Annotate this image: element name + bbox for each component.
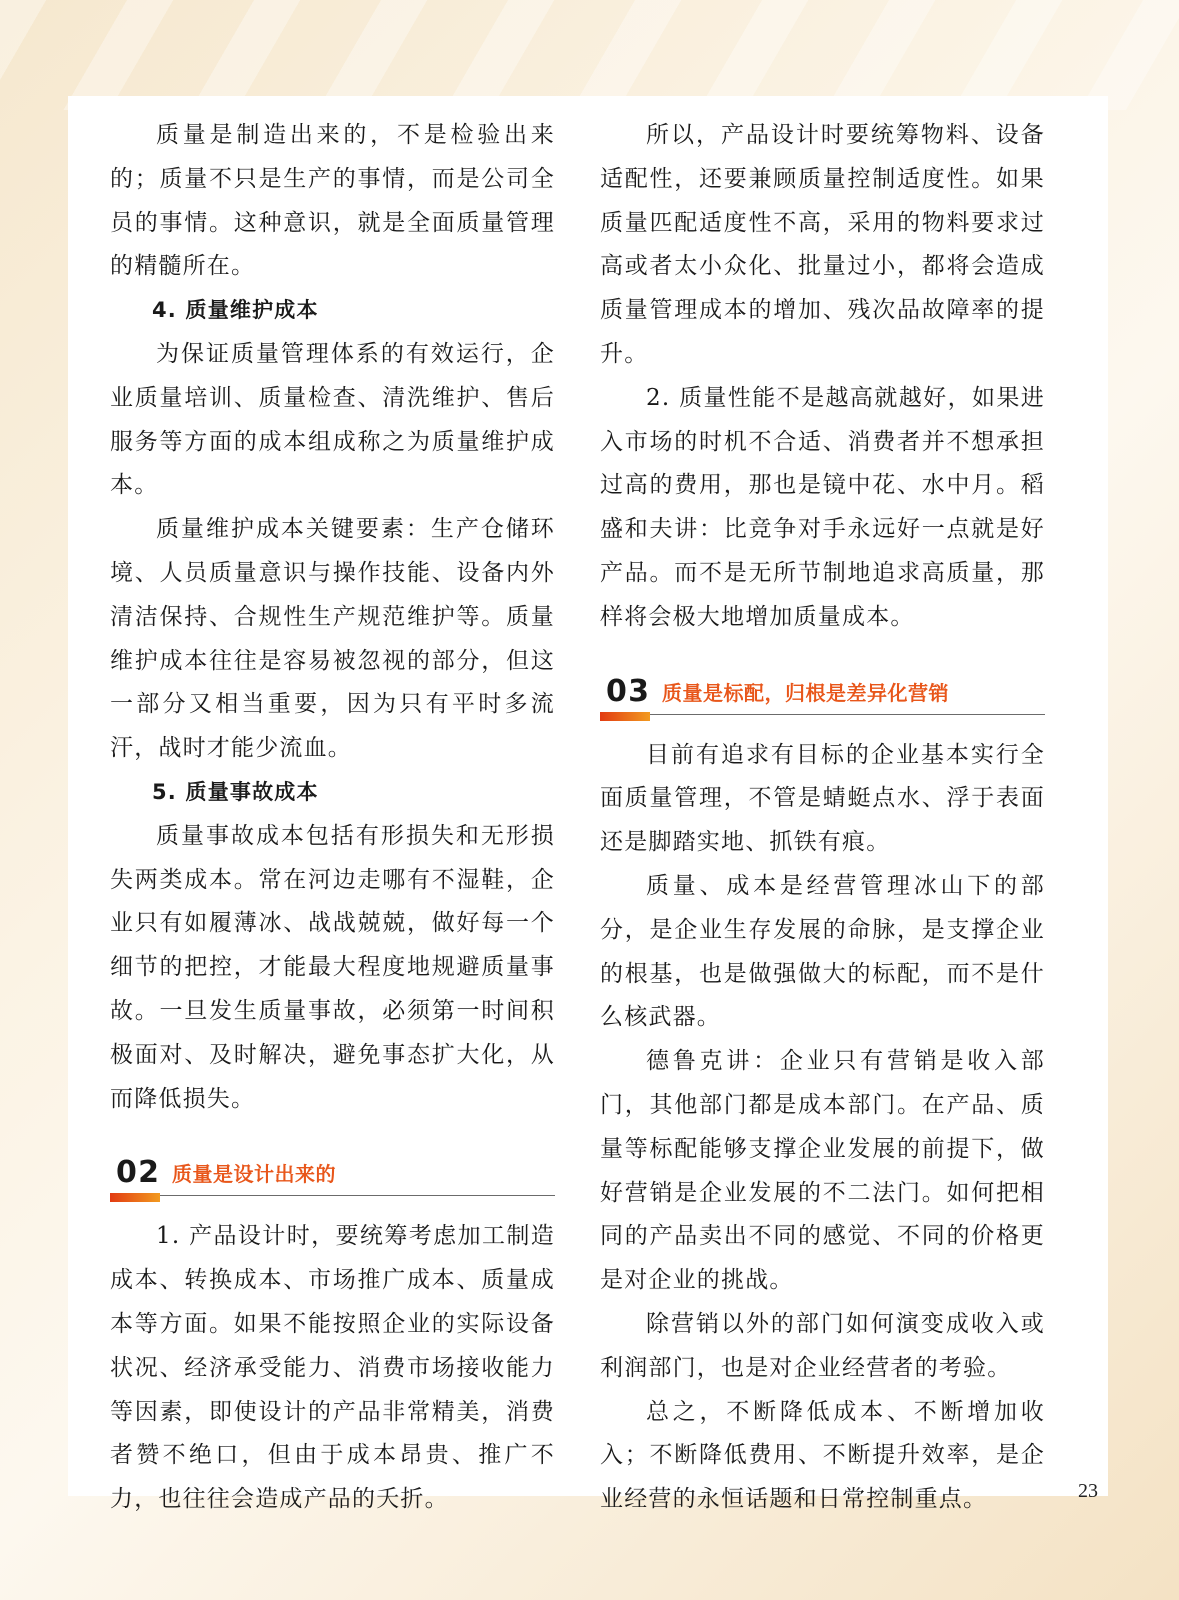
paragraph: 质量事故成本包括有形损失和无形损失两类成本。常在河边走哪有不湿鞋，企业只有如履薄冰、战战兢兢，做好每一个细节的把控，才能最大程度地规避质量事故。一旦发生质量事故，必须第一时间积极面对、及时解决，避免事态扩大化，从而降低损失。	[110, 822, 555, 1112]
paragraph: 目前有追求有目标的企业基本实行全面质量管理，不管是蜻蜓点水、浮于表面还是脚踏实地、抓铁有痕。	[600, 741, 1045, 856]
page-number: 23	[1078, 1480, 1098, 1502]
left-column	[110, 114, 555, 1522]
section-header-02	[110, 1151, 555, 1203]
paragraph: 质量、成本是经营管理冰山下的部分，是企业生存发展的命脉，是支撑企业的根基，也是做强做大的标配，而不是什么核武器。	[600, 872, 1045, 1031]
section-accent-bar	[600, 712, 650, 721]
paragraph: 德鲁克讲：企业只有营销是收入部门，其他部门都是成本部门。在产品、质量等标配能够支撑企业发展的前提下，做好营销是企业发展的不二法门。如何把相同的产品卖出不同的感觉、不同的价格更是对企业的挑战。	[600, 1048, 1045, 1294]
paragraph: 除营销以外的部门如何演变成收入或利润部门，也是对企业经营者的考验。	[600, 1310, 1045, 1381]
background-decoration	[0, 0, 1179, 110]
content-panel	[68, 96, 1108, 1513]
paragraph: 所以，产品设计时要统筹物料、设备适配性，还要兼顾质量控制适度性。如果质量匹配适度性不高，采用的物料要求过高或者太小众化、批量过小，都将会造成质量管理成本的增加、残次品故障率的提升。	[600, 122, 1045, 367]
section-title: 质量是设计出来的	[172, 1162, 336, 1187]
section-number: 03	[606, 673, 651, 709]
section-accent-bar	[110, 1193, 160, 1202]
paragraph: 质量是制造出来的，不是检验出来的；质量不只是生产的事情，而是公司全员的事情。这种意识，就是全面质量管理的精髓所在。	[110, 122, 555, 280]
subheading-maintenance-cost: 4. 质量维护成本	[152, 298, 319, 323]
paragraph: 为保证质量管理体系的有效运行，企业质量培训、质量检查、清洗维护、售后服务等方面的成本组成称之为质量维护成本。	[110, 340, 555, 499]
section-divider	[650, 714, 1045, 715]
paragraph: 1. 产品设计时，要统筹考虑加工制造成本、转换成本、市场推广成本、质量成本等方面。如果不能按照企业的实际设备状况、经济承受能力、消费市场接收能力等因素，即使设计的产品非常精美，消费者赞不绝口，但由于成本昂贵、推广不力，也往往会造成产品的夭折。	[110, 1223, 555, 1513]
paragraph: 总之，不断降低成本、不断增加收入；不断降低费用、不断提升效率，是企业经营的永恒话题和日常控制重点。	[600, 1398, 1045, 1513]
paragraph: 2. 质量性能不是越高就越好，如果进入市场的时机不合适、消费者并不想承担过高的费用，那也是镜中花、水中月。稻盛和夫讲：比竞争对手永远好一点就是好产品。而不是无所节制地追求高质量，那样将会极大地增加质量成本。	[600, 384, 1045, 630]
section-header-03	[600, 670, 1045, 722]
section-divider	[160, 1195, 555, 1196]
right-column	[600, 114, 1045, 1522]
subheading-accident-cost: 5. 质量事故成本	[152, 779, 319, 804]
section-title: 质量是标配，归根是差异化营销	[662, 680, 949, 705]
paragraph: 质量维护成本关键要素：生产仓储环境、人员质量意识与操作技能、设备内外清洁保持、合规性生产规范维护等。质量维护成本往往是容易被忽视的部分，但这一部分又相当重要，因为只有平时多流汗，战时才能少流血。	[110, 516, 555, 762]
section-number: 02	[116, 1155, 161, 1191]
